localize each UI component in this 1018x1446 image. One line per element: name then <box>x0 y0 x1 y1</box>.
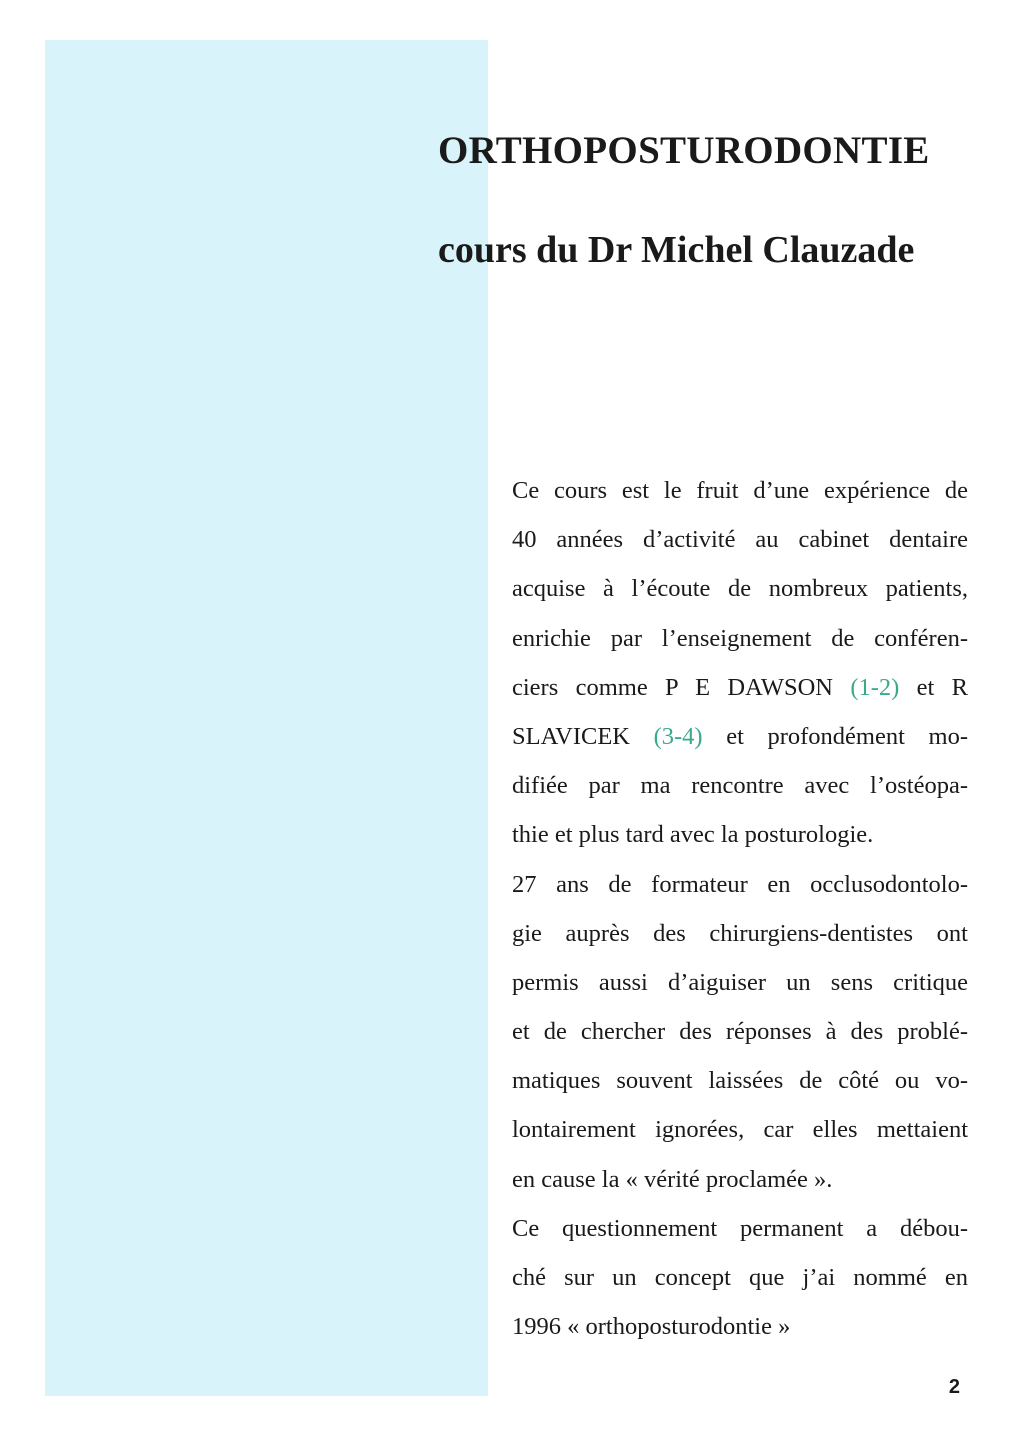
text-segment: et profondément mo- <box>702 722 968 750</box>
text-line: difiée par ma rencontre avec l’ostéopa- <box>512 772 968 800</box>
text-line: lontairement ignorées, car elles mettaient <box>512 1116 968 1144</box>
text-line: enrichie par l’enseignement de conféren- <box>512 624 968 652</box>
text-segment: et R <box>899 673 968 701</box>
text-line: Ce questionnement permanent a débou- <box>512 1214 968 1242</box>
text-segment: ciers comme P E DAWSON <box>512 673 851 701</box>
reference-link-1-2[interactable]: (1-2) <box>850 673 900 701</box>
text-segment: SLAVICEK <box>512 722 654 750</box>
text-line: Ce cours est le fruit d’une expérience de <box>512 477 968 504</box>
body-paragraph <box>512 466 968 1351</box>
text-line: 27 ans de formateur en occlusodontolo- <box>512 870 968 898</box>
text-line: 1996 « orthoposturodontie » <box>512 1313 791 1341</box>
text-line: en cause la « vérité proclamée ». <box>512 1165 833 1193</box>
text-line-with-reference <box>512 712 968 761</box>
text-line: acquise à l’écoute de nombreux patients, <box>512 575 968 603</box>
page-number: 2 <box>948 1376 960 1398</box>
text-line: thie et plus tard avec la posturologie. <box>512 821 874 849</box>
text-line: et de chercher des réponses à des problé- <box>512 1018 968 1046</box>
text-line-with-reference <box>512 663 968 712</box>
reference-link-3-4[interactable]: (3-4) <box>653 722 703 750</box>
text-line: 40 années d’activité au cabinet dentaire <box>512 526 968 554</box>
page-title: ORTHOPOSTURODONTIE <box>438 129 930 172</box>
page-subtitle: cours du Dr Michel Clauzade <box>438 229 915 271</box>
text-line: gie auprès des chirurgiens-dentistes ont <box>512 919 968 947</box>
text-line: ché sur un concept que j’ai nommé en <box>512 1264 968 1291</box>
text-line: matiques souvent laissées de côté ou vo- <box>512 1067 968 1095</box>
decorative-side-band <box>45 40 488 1396</box>
text-line: permis aussi d’aiguiser un sens critique <box>512 968 968 996</box>
